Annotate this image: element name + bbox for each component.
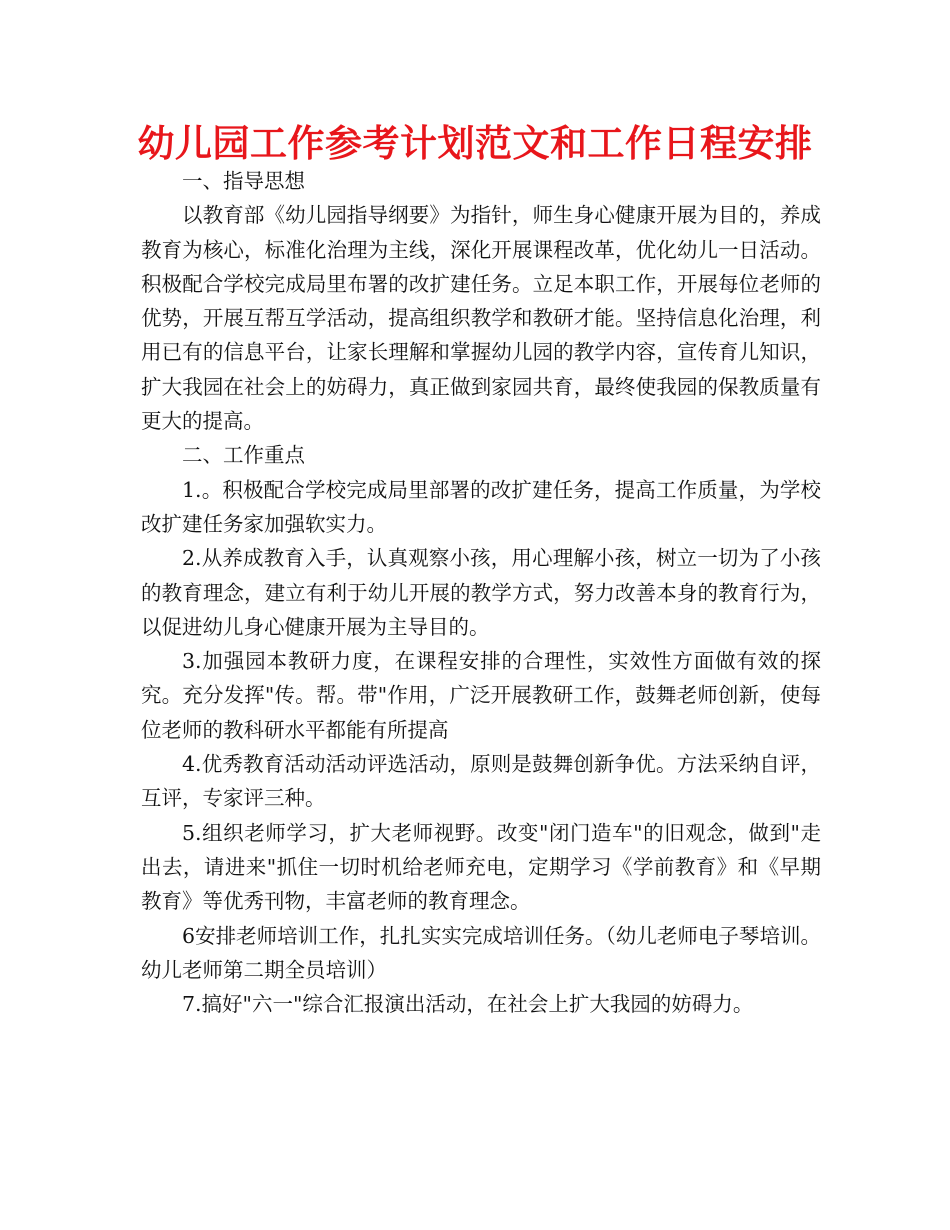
- paragraph-item-6: 6安排老师培训工作，扎扎实实完成培训任务。（幼儿老师电子琴培训。幼儿老师第二期全员培训）: [141, 923, 821, 982]
- section-heading-work-focus: 二、工作重点: [182, 443, 305, 468]
- paragraph-item-2: 2.从养成教育入手，认真观察小孩，用心理解小孩，树立一切为了小孩的教育理念，建立有利于幼儿开展的教学方式，努力改善本身的教育行为，以促进幼儿身心健康开展为主导目的。: [141, 546, 821, 639]
- paragraph-item-4: 4.优秀教育活动活动评选活动，原则是鼓舞创新争优。方法采纳自评，互评，专家评三种。: [141, 752, 821, 811]
- paragraph-guiding-ideology: 以教育部《幼儿园指导纲要》为指针，师生身心健康开展为目的，养成教育为核心，标准化治理为主线，深化开展课程改革，优化幼儿一日活动。积极配合学校完成局里布署的改扩建任务。立足本职工作，开展每位老师的优势，开展互帮互学活动，提高组织教学和教研才能。坚持信息化治理，利用已有的信息平台，让家长理解和掌握幼儿园的教学内容，宣传育儿知识，扩大我园在社会上的妨碍力，真正做到家园共育，最终使我园的保教质量有更大的提高。: [141, 203, 821, 434]
- paragraph-item-7: 7.搞好"六一"综合汇报演出活动，在社会上扩大我园的妨碍力。: [182, 992, 754, 1017]
- paragraph-item-5: 5.组织老师学习，扩大老师视野。改变"闭门造车"的旧观念，做到"走出去，请进来"抓住一切时机给老师充电，定期学习《学前教育》和《早期教育》等优秀刊物，丰富老师的教育理念。: [141, 820, 821, 914]
- section-heading-guiding-ideology: 一、指导思想: [182, 169, 305, 193]
- paragraph-item-3: 3.加强园本教研力度，在课程安排的合理性，实效性方面做有效的探究。充分发挥"传。帮。带"作用，广泛开展教研工作，鼓舞老师创新，使每位老师的教科研水平都能有所提高: [141, 649, 821, 742]
- paragraph-item-1: 1.。积极配合学校完成局里部署的改扩建任务，提高工作质量，为学校改扩建任务家加强软实力。: [141, 477, 821, 536]
- document-title: 幼儿园工作参考计划范文和工作日程安排: [137, 122, 813, 165]
- document-body: [141, 164, 821, 1021]
